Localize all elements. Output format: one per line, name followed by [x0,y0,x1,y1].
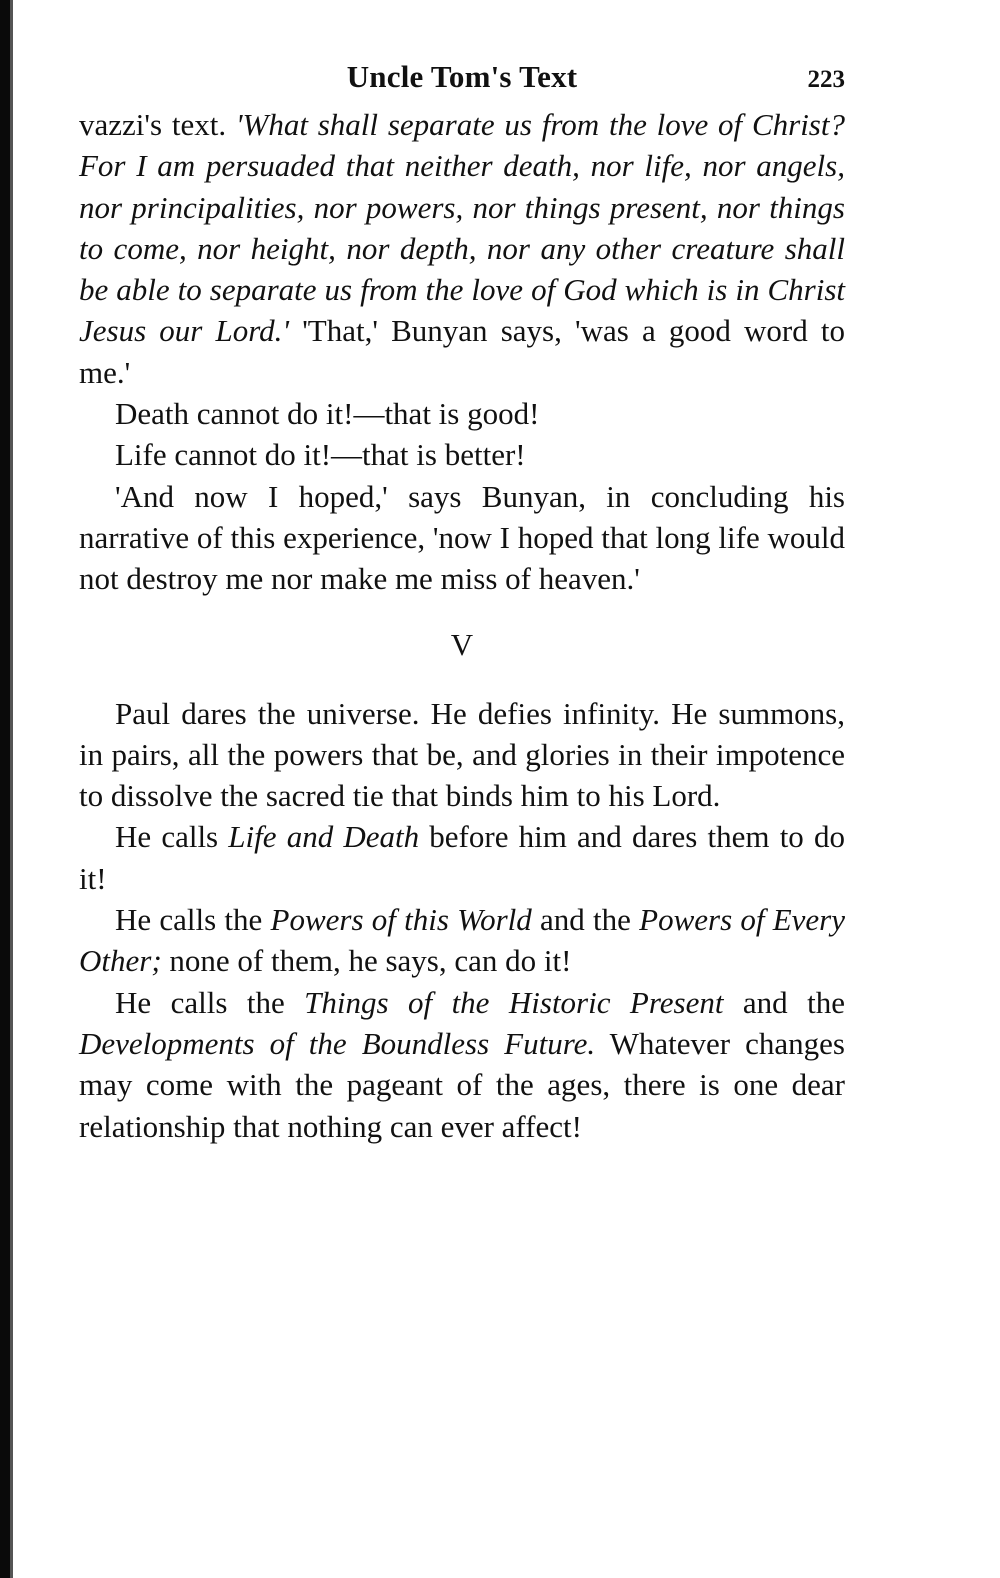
italic-phrase: Developments of the Boundless Future. [79,1025,596,1061]
paragraph-life: Life cannot do it!—that is better! [115,437,526,473]
binding-shadow [0,0,10,1578]
paragraph-text: He calls the [115,984,305,1020]
paragraph-powers [79,899,845,982]
paragraph-text: and the [723,984,845,1020]
running-head [79,58,845,100]
paragraph-text: before him and dares them to do it! [79,819,845,896]
section-number: V [450,626,474,662]
paragraph-text: 'That,' Bunyan says, 'was a good word to me.' [79,313,845,390]
paragraph-text: vazzi's text. [79,107,236,142]
running-head-title: Uncle Tom's Text [346,59,578,94]
body-text [79,104,845,1147]
paragraph-text: Whatever changes may come with the pageant of the ages, there is one dear relationship that nothing can ever affect! [79,1025,845,1144]
paragraph-text: He calls the [115,902,271,938]
paragraph-text: none of them, he says, can do it! [161,943,572,979]
paragraph-things [79,982,845,1147]
italic-phrase: Powers of Every Other; [79,902,845,979]
binding-edge [10,0,13,1578]
page-number: 223 [807,66,845,93]
paragraph-death: Death cannot do it!—that is good! [115,396,540,432]
paragraph-bunyan-quote [79,104,845,393]
paragraph-hoped: 'And now I hoped,' says Bunyan, in concluding his narrative of this experience, 'now I hoped that long life would not destroy me nor make me miss of heaven.' [79,478,845,597]
paragraph-paul-dares: Paul dares the universe. He defies infinity. He summons, in pairs, all the powers that be, and glories in their impotence to dissolve the sacred tie that binds him to his Lord. [79,695,845,814]
book-page [79,58,845,1147]
italic-phrase: Things of the Historic Present [304,984,724,1020]
italic-phrase: Powers of this World [270,902,532,938]
paragraph-life-death [79,816,845,899]
paragraph-text: He calls [115,819,229,855]
italic-phrase: Life and Death [228,819,420,855]
scripture-quote: 'What shall separate us from the love of Christ? For I am persuaded that neither death, nor life, nor angels, nor principalities, nor powers, nor things present, nor things to come, nor height, nor depth, nor any other creature shall be able to separate us from the love of God which is in Christ Jesus our Lord.' [79,107,845,349]
paragraph-text: and the [531,902,640,938]
